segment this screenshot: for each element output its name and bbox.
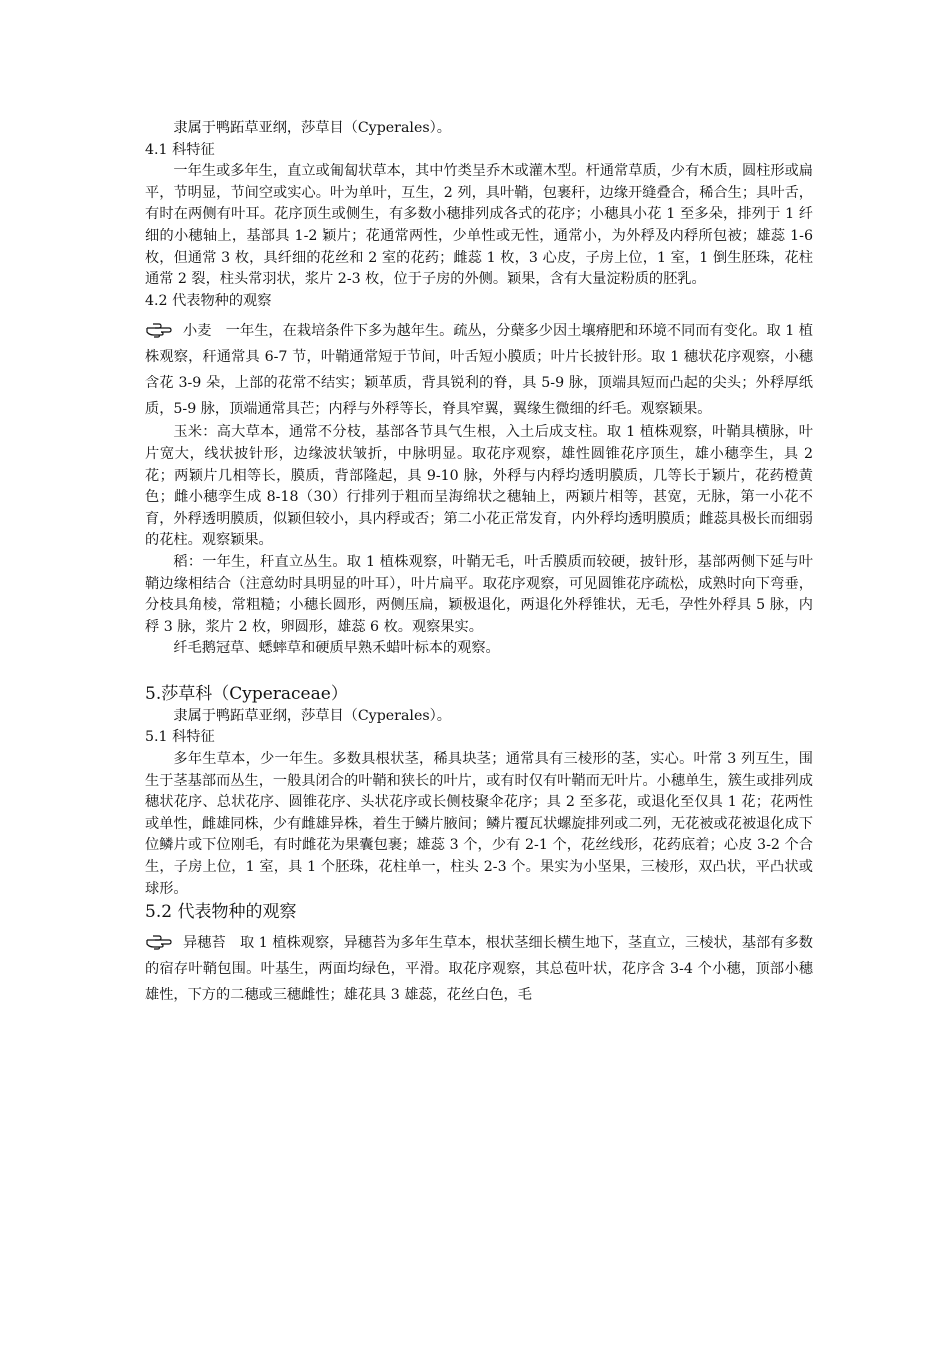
poaceae-belong: 隶属于鸭跖草亚纲，莎草目（Cyperales）。 bbox=[173, 120, 451, 136]
poaceae-family-features: 一年生或多年生，直立或匍匐状草本，其中竹类呈乔木或灌木型。杆通常草质，少有木质，圆柱形或扁平，节明显，节间空或实心。叶为单叶，互生，2 列，具叶鞘，包裹秆，边缘开缝叠合，稀合生；具叶舌，有时在两侧有叶耳。花序顶生或侧生，有多数小穗排列成各式的花序；小穗具小花 1 至多朵，排列于 1 纤细的小穗轴上，基部具 1-2 颖片；花通常两性，少单性或无性，通常小，为外稃及内稃所包被；雄蕊 1-6 枚，但通常 3 枚，具纤细的花丝和 2 室的花药；雌蕊 1 枚，3 心皮，子房上位，1 室，1 倒生胚珠，花柱通常 2 裂，柱头常羽状，浆片 2-3 枚，位于子房的外侧。颖果，含有大量淀粉质的胚乳。 bbox=[145, 163, 813, 288]
pointing-hand-icon bbox=[145, 934, 173, 950]
poaceae-species-heading: 4.2 代表物种的观察 bbox=[145, 292, 272, 309]
pointing-hand-icon bbox=[145, 322, 173, 338]
cyperaceae-family-heading: 5.1 科特征 bbox=[145, 729, 215, 746]
wheat-paragraph bbox=[145, 318, 813, 422]
document-page bbox=[145, 118, 813, 1008]
specimens-paragraph: 纤毛鹅冠草、蟋蟀草和硬质早熟禾蜡叶标本的观察。 bbox=[173, 640, 500, 657]
wheat-text: 小麦 一年生，在栽培条件下多为越年生。疏丛，分蘖多少因土壤瘠肥和环境不同而有变化。取 1 植株观察，秆通常具 6-7 节，叶鞘通常短于节间，叶舌短小膜质；叶片长披针形。取 1 穗状花序观察，小穗含花 3-9 朵，上部的花常不结实；颖革质，背具锐利的脊，具 5-9 脉，顶端具短而凸起的尖头；外稃厚纸质，5-9 脉，顶端通常具芒；内稃与外稃等长，脊具窄翼，翼缘生微细的纤毛。观察颖果。 bbox=[145, 323, 813, 418]
rice-paragraph: 稻：一年生，秆直立丛生。取 1 植株观察，叶鞘无毛，叶舌膜质而较硬，披针形，基部两侧下延与叶鞘边缘相结合（注意幼时具明显的叶耳），叶片扁平。取花序观察，可见圆锥花序疏松，成熟时向下弯垂，分枝具角棱，常粗糙；小穗长圆形，两侧压扁，颖极退化，两退化外稃锥状，无毛，孕性外稃具 5 脉，内稃 3 脉，浆片 2 枚，卵圆形，雄蕊 6 枚。观察果实。 bbox=[145, 553, 813, 635]
poaceae-family-heading: 4.1 科特征 bbox=[145, 141, 215, 158]
maize-paragraph: 玉米：高大草本，通常不分枝，基部各节具气生根，入土后成支柱。取 1 植株观察，叶鞘具横脉，叶片宽大，线状披针形，边缘波状皱折，中脉明显。取花序观察，雄性圆锥花序顶生，雄小穗孪生，具 2 花；两颖片几相等长，膜质，背部隆起，具 9-10 脉，外稃与内稃均透明膜质，几等长于颖片，花药橙黄色；雌小穗孪生成 8-18（30）行排列于粗而呈海绵状之穗轴上，两颖片相等，甚宽，无脉，第一小花不育，外稃透明膜质，似颖但较小，具内稃或否；第二小花正常发育，内外稃均透明膜质；雌蕊具极长而细弱的花柱。观察颖果。 bbox=[145, 424, 813, 549]
cyperaceae-species-heading: 5.2 代表物种的观察 bbox=[145, 902, 297, 923]
cyperaceae-belong: 隶属于鸭跖草亚纲，莎草目（Cyperales）。 bbox=[173, 707, 451, 724]
cyperaceae-family-features: 多年生草本，少一年生。多数具根状茎，稀具块茎；通常具有三棱形的茎，实心。叶常 3 列互生，围生于茎基部而丛生，一般具闭合的叶鞘和狭长的叶片，或有时仅有叶鞘而无叶片。小穗单生，簇生或排列成穗状花序、总状花序、圆锥花序、头状花序或长侧枝聚伞花序；具 2 至多花，或退化至仅具 1 花；花两性或单性，雌雄同株，少有雌雄异株，着生于鳞片腋间；鳞片覆瓦状螺旋排列或二列，无花被或花被退化成下位鳞片或下位刚毛，有时雌花为果囊包裹；雄蕊 3 个，少有 2-1 个，花丝线形，花药底着；心皮 3-2 个合生，子房上位，1 室，具 1 个胚珠，花柱单一，柱头 2-3 个。果实为小坚果，三棱形，双凸状，平凸状或球形。 bbox=[145, 751, 813, 897]
carex-paragraph bbox=[145, 930, 813, 1008]
cyperaceae-title: 5.莎草科（Cyperaceae） bbox=[145, 683, 348, 704]
carex-text: 异穗苔 取 1 植株观察，异穗苔为多年生草本，根状茎细长横生地下，茎直立，三棱状，基部有多数的宿存叶鞘包围。叶基生，两面均绿色，平滑。取花序观察，其总苞叶状，花序含 3-4 个小穗，顶部小穗雄性，下方的二穗或三穗雌性；雄花具 3 雄蕊，花丝白色，毛 bbox=[145, 935, 813, 1004]
